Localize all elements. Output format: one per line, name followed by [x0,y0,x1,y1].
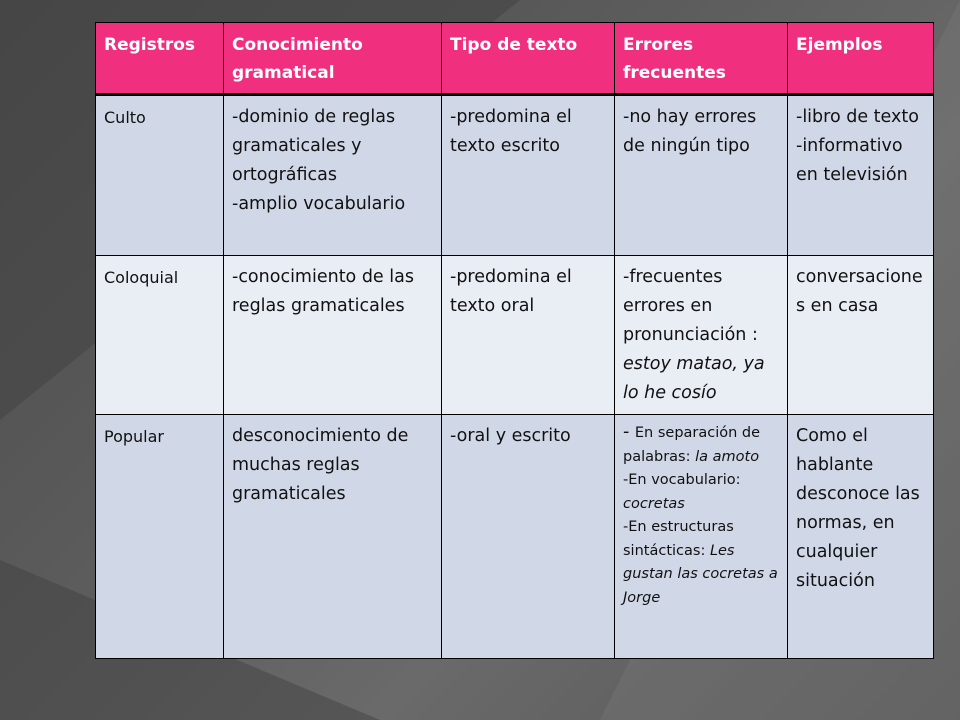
cell-errores [615,415,788,659]
cell-line: -conocimiento de las reglas gramaticales [232,267,414,316]
cell-ejemplos [788,256,934,415]
cell-line: -dominio de reglas gramaticales y ortográficas [232,107,396,185]
cell-line [623,421,779,469]
cell-example: la amoto [695,448,760,465]
cell-text: -frecuentes errores en pronunciación : [623,267,758,345]
cell-registro: Culto [96,95,224,256]
cell-tipo: -predomina el texto escrito [442,95,615,256]
cell-tipo: -oral y escrito [442,415,615,659]
cell-line: desconocimiento de muchas reglas gramaticales [232,426,409,504]
header-conocimiento: Conocimiento gramatical [224,23,442,95]
cell-conocimiento [224,95,442,256]
header-tipo: Tipo de texto [442,23,615,95]
table-row-popular [96,415,934,659]
cell-example: cocretas [623,495,685,512]
cell-text: En separación de palabras: [623,425,761,465]
cell-line: -informativo en televisión [796,136,908,185]
header-registros: Registros [96,23,224,95]
cell-conocimiento [224,256,442,415]
cell-ejemplos [788,95,934,256]
cell-errores [615,95,788,256]
cell-example: Les gustan las cocretas a Jorge [623,542,778,606]
header-errores: Errores frecuentes [615,23,788,95]
header-ejemplos: Ejemplos [788,23,934,95]
cell-line: -libro de texto [796,107,919,127]
table-row-coloquial [96,256,934,415]
cell-line: -amplio vocabulario [232,194,406,214]
cell-errores [615,256,788,415]
cell-lead: - [623,422,635,442]
cell-line: Como el hablante desconoce las normas, en cualquier situación [796,426,920,591]
cell-text: -En estructuras sintácticas: [623,519,734,559]
header-row [96,23,934,95]
cell-ejemplos [788,415,934,659]
table-row-culto [96,95,934,256]
cell-text: -En vocabulario: [623,472,741,488]
cell-registro: Popular [96,415,224,659]
cell-line [623,469,779,516]
cell-line [623,516,779,610]
registros-table [95,22,934,659]
cell-registro: Coloquial [96,256,224,415]
cell-example: estoy matao, ya lo he cosío [623,354,765,403]
cell-conocimiento [224,415,442,659]
cell-tipo: -predomina el texto oral [442,256,615,415]
cell-line: -no hay errores de ningún tipo [623,107,757,156]
cell-line: conversaciones en casa [796,267,923,316]
